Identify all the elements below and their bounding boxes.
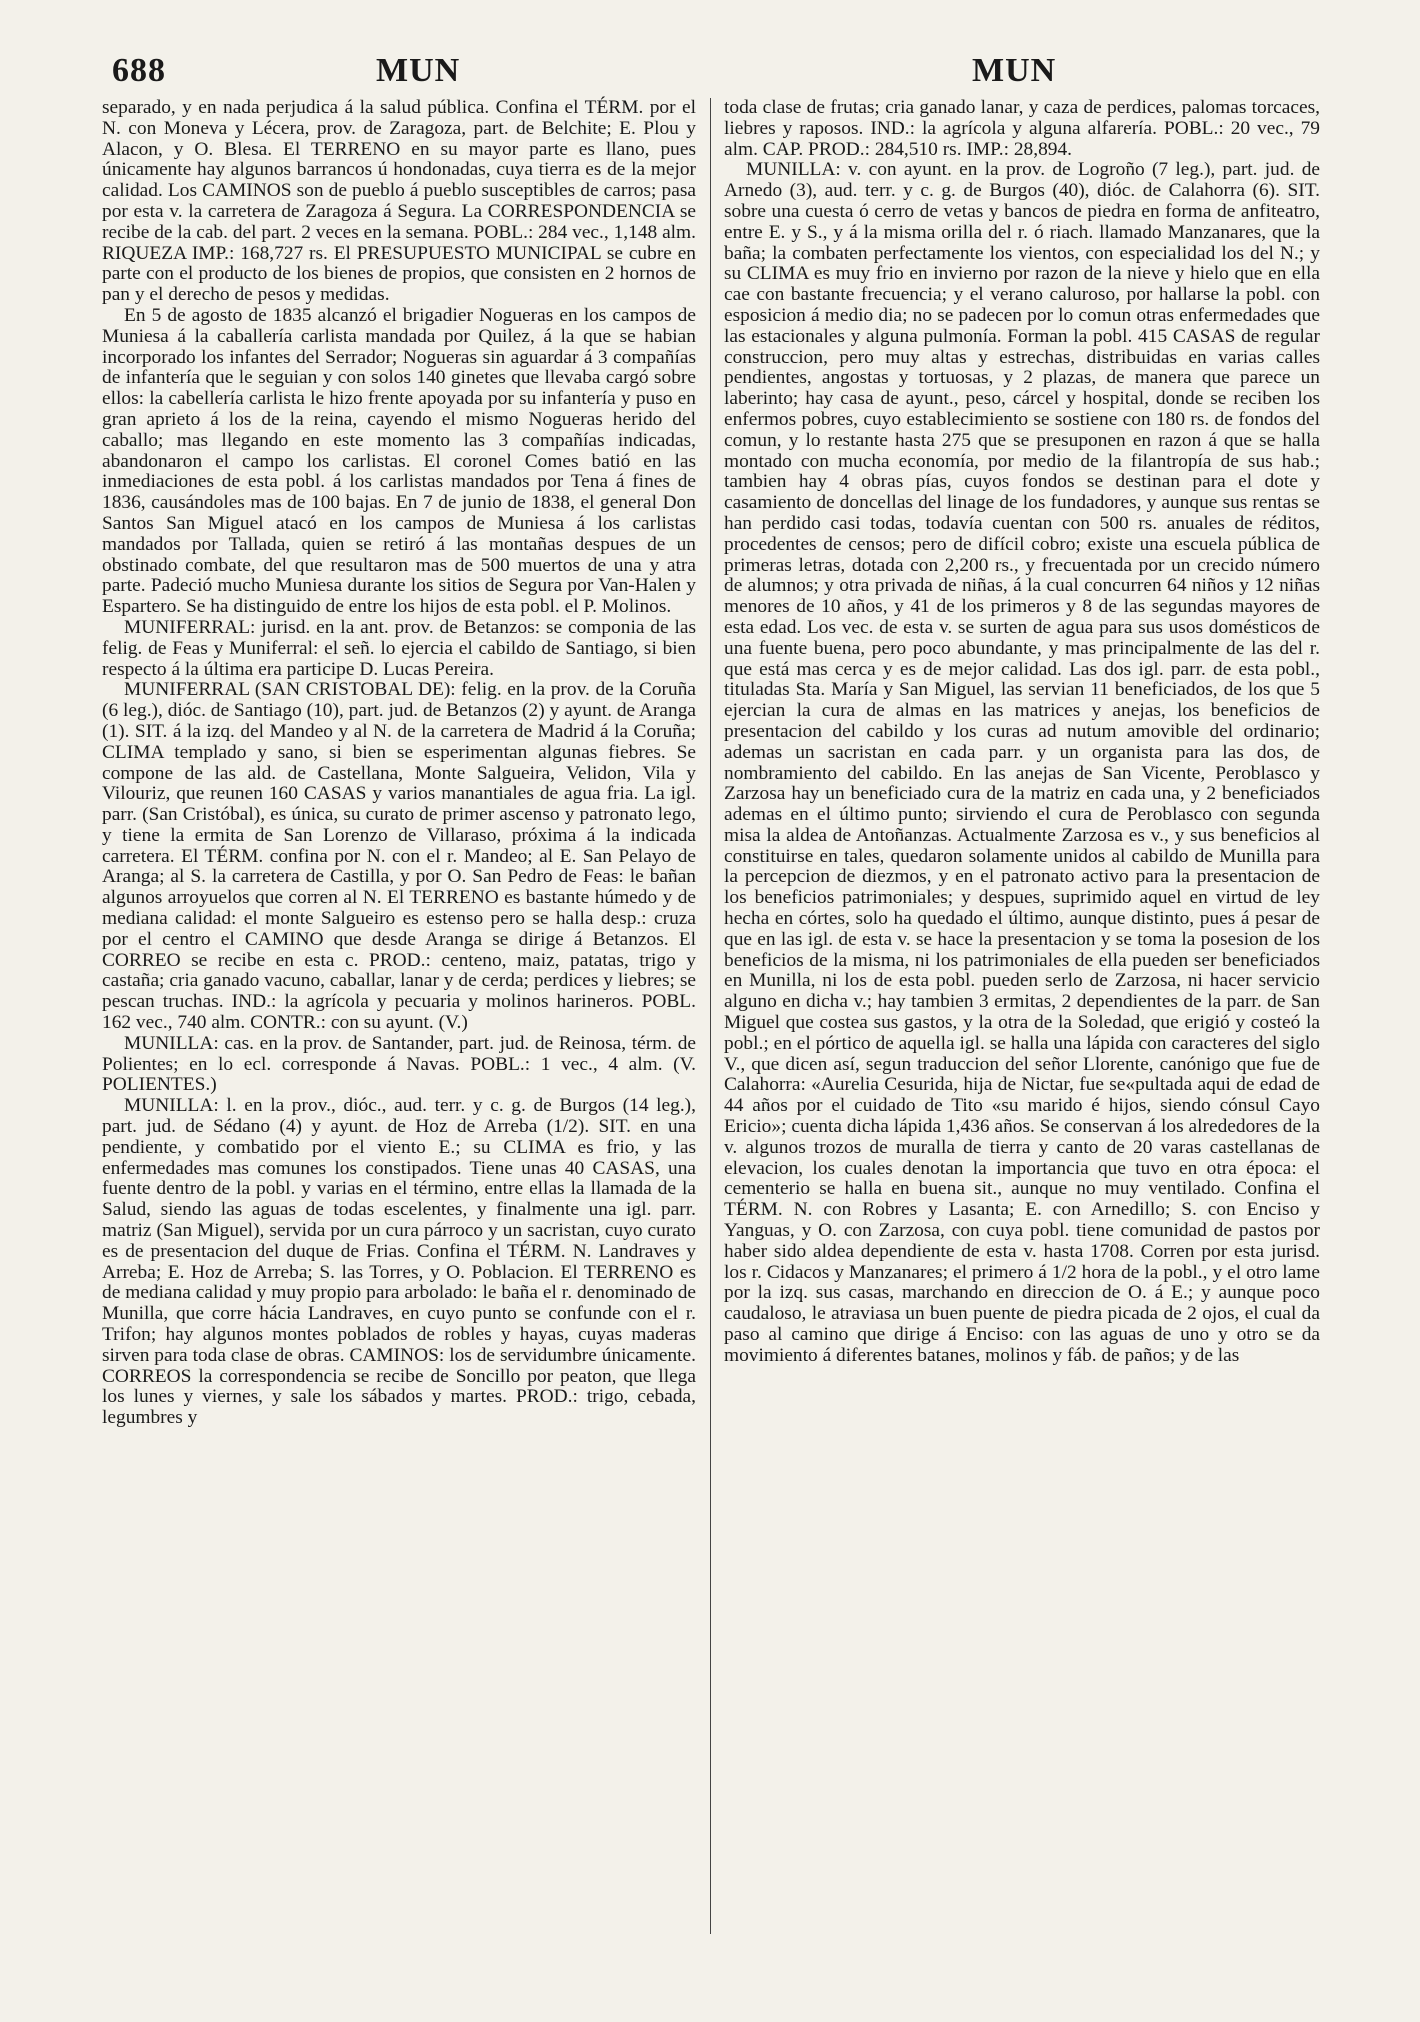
column-rule [710,98,711,1934]
entry-munilla-burgos: MUNILLA: l. en la prov., dióc., aud. terr. y c. g. de Burgos (14 leg.), part. jud. de Sédano (4) y ayunt. de Hoz de Arreba (1/2). SIT. en una pendiente, y combatido por el viento E.; su CLIMA es frio, y las enfermedades mas comunes los constipados. Tiene unas 40 CASAS, una fuente dentro de la pobl. y varias en el término, entre ellas la llamada de la Salud, siendo las aguas de todas escelentes, y finalmente una igl. parr. matriz (San Miguel), servida por un cura párroco y un sacristan, cuyo curato es de presentacion del duque de Frias. Confina el TÉRM. N. Landraves y Arreba; E. Hoz de Arreba; S. las Torres, y O. Poblacion. El TERRENO es de mediana calidad y muy propio para arbolado: le baña el r. denominado de Munilla, que corre hácia Landraves, en cuyo punto se confunde con el r. Trifon; hay algunos montes poblados de robles y hayas, cuyas maderas sirven para toda clase de obras. CAMINOS: los de servidumbre únicamente. CORREOS la correspondencia se recibe de Soncillo por peaton, que llega los lunes y viernes, y sale los sábados y martes. PROD.: trigo, cebada, legumbres y [102,1095,696,1429]
right-column [724,98,1320,1367]
entry-munilla-burgos-continued: toda clase de frutas; cria ganado lanar, y caza de perdices, palomas torcaces, liebres y raposos. IND.: la agrícola y alguna alfarería. POBL.: 20 vec., 79 alm. CAP. PROD.: 284,510 rs. IMP.: 28,894. [724,97,1320,160]
entry-munilla-santander: MUNILLA: cas. en la prov. de Santander, part. jud. de Reinosa, térm. de Polientes; en lo ecl. corresponde á Navas. POBL.: 1 vec., 4 alm. (V. POLIENTES.) [102,1032,696,1096]
running-head-right: MUN [972,52,1057,89]
entry-muniferral-jurisd: MUNIFERRAL: jurisd. en la ant. prov. de Betanzos: se componia de las felig. de Feas y Muniferral: el señ. lo ejercia el cabildo de Santiago, si bien respecto á la última era participe D. Lucas Pereira. [102,616,696,680]
page-number: 688 [112,52,166,89]
entry-muniesa-continued: separado, y en nada perjudica á la salud pública. Confina el TÉRM. por el N. con Moneva y Lécera, prov. de Zaragoza, part. de Belchite; E. Plou y Alacon, y O. Blesa. El TERRENO en su mayor parte es llano, pues únicamente hay algunos barrancos ú hondonadas, cuya tierra es de la mejor calidad. Los CAMINOS son de pueblo á pueblo susceptibles de carros; pasa por esta v. la carretera de Zaragoza á Segura. La CORRESPONDENCIA se recibe de la cab. del part. 2 veces en la semana. POBL.: 284 vec., 1,148 alm. RIQUEZA IMP.: 168,727 rs. El PRESUPUESTO MUNICIPAL se cubre en parte con el producto de los bienes de propios, que consisten en 2 hornos de pan y el derecho de pesos y medidas. [102,97,696,306]
left-column [102,98,696,1429]
running-head [112,52,1312,96]
entry-munilla-logrono: MUNILLA: v. con ayunt. en la prov. de Logroño (7 leg.), part. jud. de Arnedo (3), aud. terr. y c. g. de Burgos (40), dióc. de Calahorra (6). SIT. sobre una cuesta ó cerro de vetas y bancos de piedra en forma de anfiteatro, entre E. y S., y á la misma orilla del r. ó riach. llamado Manzanares, que la baña; la combaten perfectamente los vientos, con especialidad los del N.; y su CLIMA es muy frio en invierno por razon de la nieve y hielo que en ella cae con bastante frecuencia; y el verano caluroso, por hallarse la pobl. con esposicion á medio dia; no se padecen por lo comun otras enfermedades que las estacionales y alguna pulmonía. Forman la pobl. 415 CASAS de regular construccion, pero muy altas y estrechas, distribuidas en varias calles pendientes, angostas y tortuosas, y 2 plazas, de manera que parece un laberinto; hay casa de ayunt., peso, cárcel y hospital, donde se reciben los enfermos pobres, cuyo establecimiento se sostiene con 180 rs. de fondos del comun, y lo restante hasta 275 que se presuponen en razon á que se halla montado con mucha economía, por medio de la filantropía de sus hab.; tambien hay 4 obras pías, cuyos fondos se destinan para el dote y casamiento de doncellas del linage de los fundadores, y aunque sus rentas se han perdido casi todas, todavía cuentan con 500 rs. anuales de réditos, procedentes de censos; pero de difícil cobro; existe una escuela pública de primeras letras, dotada con 2,200 rs., y frecuentada por un crecido número de alumnos; y otra privada de niñas, á la cual concurren 64 niños y 12 niñas menores de 10 años, y 41 de los primeros y 8 de las segundas mayores de esta edad. Los vec. de esta v. se surten de agua para sus usos domésticos de una fuente buena, pero poco abundante, y mas principalmente de las del r. que está mas cerca y es de mejor calidad. Las dos igl. parr. de esta pobl., tituladas Sta. María y San Miguel, las servian 11 beneficiados, de los que 5 ejercian la cura de almas en las matrices y anejas, los beneficios de presentacion del cabildo y los curas ad nutum amovible del ordinario; ademas un sacristan en cada parr. y un organista para las dos, de nombramiento del cabildo. En las anejas de San Vicente, Peroblasco y Zarzosa hay un beneficiado cura de la matriz en cada una, y 2 beneficiados ademas en el último punto; sirviendo el cura de Peroblasco con segunda misa la aldea de Antoñanzas. Actualmente Zarzosa es v., y sus beneficios al constituirse en tales, quedaron solamente unidos al cabildo de Munilla para la percepcion de diezmos, y en el patronato activo para la presentacion de los beneficios patrimoniales; y despues, suprimido aquel en virtud de ley hecha en córtes, solo ha quedado el último, aunque distinto, pues á pesar de que en las igl. de esta v. se hace la presentacion y se toma la posesion de los beneficios de la misma, ni los patrimoniales de ella pueden ser beneficiados en Munilla, ni los de esta pobl. pueden serlo de Zarzosa, ni hacer servicio alguno en dicha v.; hay tambien 3 ermitas, 2 dependientes de la parr. de San Miguel que costea sus gastos, y la otra de la Soledad, que erigió y costeó la pobl.; en el pórtico de aquella igl. se halla una lápida con caracteres del siglo V., que dicen así, segun traduccion del señor Llorente, canónigo que fue de Calahorra: «Aurelia Cesurida, hija de Nictar, fue se«pultada aqui de edad de 44 años por el cuidado de Tito «su marido é hijos, siendo cónsul Cayo Ericio»; cuenta dicha lápida 1,436 años. Se conservan á los alrededores de la v. algunos trozos de muralla de tierra y canto de 20 varas castellanas de elevacion, los cuales denotan la importancia que tuvo en otra época: el cementerio se halla en buena sit., aunque no muy ventilado. Confina el TÉRM. N. con Robres y Lasanta; E. con Arnedillo; S. con Enciso y Yanguas, y O. con Zarzosa, con cuya pobl. tiene comunidad de pastos por haber sido aldea dependiente de esta v. hasta 1708. Corren por esta jurisd. los r. Cidacos y Manzanares; el primero á 1/2 hora de la pobl., y el otro lame por la izq. sus casas, marchando en direccion de O. á E.; y aunque poco caudaloso, le atraviasa un buen puente de piedra picada de 2 ojos, el cual da paso al camino que dirige á Enciso: con las aguas de uno y otro se da movimiento á diferentes batanes, molinos y fáb. de paños; y de las [724,159,1320,1366]
entry-muniesa-history: En 5 de agosto de 1835 alcanzó el brigadier Nogueras en los campos de Muniesa á la caballería carlista mandada por Quilez, á la que se habian incorporado los infantes del Serrador; Nogueras sin aguardar á 3 compañías de infantería que le seguian y con solos 140 ginetes que llevaba cargó sobre ellos: la cabellería carlista le hizo frente apoyada por su infantería y puso en gran aprieto á los de la reina, cayendo el mismo Nogueras herido del caballo; mas llegando en este momento las 3 compañías indicadas, abandonaron el campo los carlistas. El coronel Comes batió en las inmediaciones de esta pobl. á los carlistas mandados por Tena á fines de 1836, causándoles mas de 100 bajas. En 7 de junio de 1838, el general Don Santos San Miguel atacó en los campos de Muniesa á los carlistas mandados por Tallada, quien se retiró á las montañas despues de un obstinado combate, del que resultaron mas de 500 muertos de una y atra parte. Padeció mucho Muniesa durante los sitios de Segura por Van-Halen y Espartero. Se ha distinguido de entre los hijos de esta pobl. el P. Molinos. [102,304,696,618]
entry-muniferral-san-cristobal: MUNIFERRAL (SAN CRISTOBAL DE): felig. en la prov. de la Coruña (6 leg.), dióc. de Santiago (10), part. jud. de Betanzos (2) y ayunt. de Aranga (1). SIT. á la izq. del Mandeo y al N. de la carretera de Madrid á la Coruña; CLIMA templado y sano, si bien se esperimentan algunas fiebres. Se compone de las ald. de Castellana, Monte Salgueira, Velidon, Vila y Vilouriz, que reunen 160 CASAS y varios manantiales de agua fria. La igl. parr. (San Cristóbal), es única, su curato de primer ascenso y patronato lego, y tiene la ermita de San Lorenzo de Villaraso, próxima á la indicada carretera. El TÉRM. confina por N. con el r. Mandeo; al E. San Pelayo de Aranga; al S. la carretera de Castilla, y por O. San Pedro de Feas: le bañan algunos arroyuelos que corren al N. El TERRENO es bastante húmedo y de mediana calidad: el monte Salgueiro es estenso pero se halla desp.: cruza por el centro el CAMINO que desde Aranga se dirige á Betanzos. El CORREO se recibe en esta c. PROD.: centeno, maiz, patatas, trigo y castaña; cria ganado vacuno, caballar, lanar y de cerda; perdices y liebres; se pescan truchas. IND.: la agrícola y pecuaria y molinos harineros. POBL. 162 vec., 740 alm. CONTR.: con su ayunt. (V.) [102,679,696,1034]
running-head-left: MUN [376,52,461,89]
